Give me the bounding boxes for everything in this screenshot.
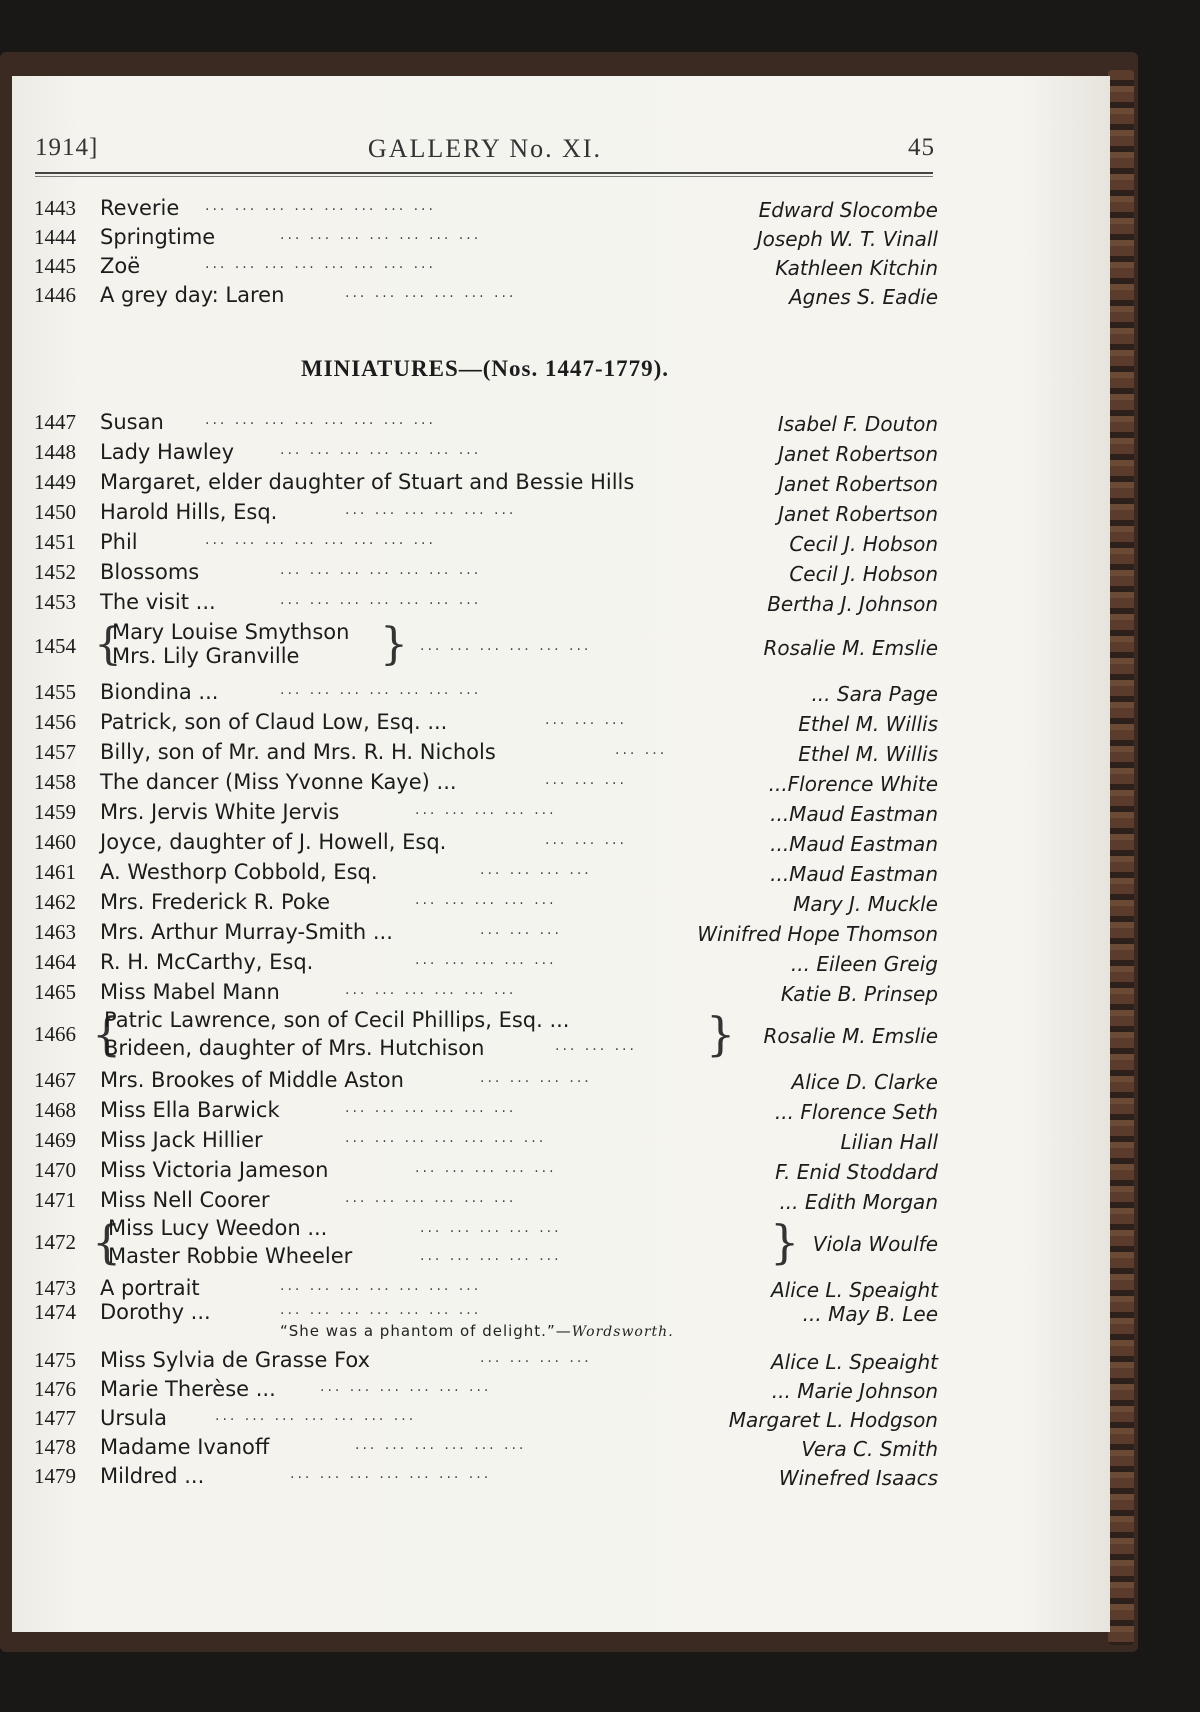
catalogue-entry <box>0 1128 1200 1158</box>
entry-artist: Rosalie M. Emslie <box>763 636 938 660</box>
entry-number: 1458 <box>34 770 76 794</box>
entry-number: 1445 <box>34 254 76 278</box>
catalogue-entry <box>0 500 1200 530</box>
entry-number: 1473 <box>34 1276 76 1300</box>
entry-title-second: Master Robbie Wheeler <box>108 1244 353 1268</box>
catalogue-entry <box>0 770 1200 800</box>
entry-artist: Janet Robertson <box>778 472 938 496</box>
entry-number: 1456 <box>34 710 76 734</box>
entry-number: 1452 <box>34 560 76 584</box>
entry-number: 1472 <box>34 1230 76 1254</box>
entry-number: 1444 <box>34 225 76 249</box>
entry-number: 1459 <box>34 800 76 824</box>
entry-number: 1448 <box>34 440 76 464</box>
entry-artist: Rosalie M. Emslie <box>763 1024 938 1048</box>
leader-dots: ... ... ... ... ... <box>415 952 557 968</box>
catalogue-entry <box>0 225 1200 255</box>
header-rule-thin <box>35 176 933 177</box>
entry-title: Mrs. Brookes of Middle Aston <box>100 1068 404 1092</box>
entry-title: R. H. McCarthy, Esq. <box>100 950 314 974</box>
entry-number: 1475 <box>34 1348 76 1372</box>
leader-dots: ... ... ... ... <box>480 1070 592 1086</box>
entry-title: Patrick, son of Claud Low, Esq. ... <box>100 710 448 734</box>
entry-artist: ...Maud Eastman <box>770 862 938 886</box>
leader-dots: ... ... ... ... ... ... ... ... <box>205 532 436 548</box>
catalogue-entry <box>0 620 1200 676</box>
entry-artist: Janet Robertson <box>778 442 938 466</box>
entry-title: Miss Victoria Jameson <box>100 1158 329 1182</box>
epigraph <box>280 1322 674 1340</box>
catalogue-entry <box>0 470 1200 500</box>
entry-number: 1454 <box>34 634 76 658</box>
catalogue-entry <box>0 410 1200 440</box>
entry-title: Mary Louise Smythson <box>112 620 350 644</box>
leader-dots: ... ... ... ... ... ... <box>320 1379 492 1395</box>
entry-title: Reverie <box>100 196 180 220</box>
entry-artist: Cecil J. Hobson <box>789 532 938 556</box>
entry-title: Lady Hawley <box>100 440 235 464</box>
entry-artist: Isabel F. Douton <box>777 412 938 436</box>
entry-title: Mrs. Jervis White Jervis <box>100 800 340 824</box>
leader-dots: ... ... ... ... ... ... ... <box>280 1302 482 1318</box>
entry-number: 1461 <box>34 860 76 884</box>
entry-title: Patric Lawrence, son of Cecil Phillips, Esq. ... <box>104 1008 570 1032</box>
entry-artist: Kathleen Kitchin <box>775 256 938 280</box>
leader-dots: ... ... ... ... ... <box>415 802 557 818</box>
catalogue-entry <box>0 1158 1200 1188</box>
leader-dots: ... ... ... ... ... ... ... <box>280 682 482 698</box>
catalogue-entry <box>0 980 1200 1010</box>
entry-number: 1447 <box>34 410 76 434</box>
entry-number: 1468 <box>34 1098 76 1122</box>
entry-title: Miss Nell Coorer <box>100 1188 270 1212</box>
entry-artist: Alice L. Speaight <box>770 1350 938 1374</box>
entry-artist: ... Marie Johnson <box>771 1379 938 1403</box>
entry-number: 1464 <box>34 950 76 974</box>
entry-title: Susan <box>100 410 164 434</box>
entry-number: 1477 <box>34 1406 76 1430</box>
entry-artist: Cecil J. Hobson <box>789 562 938 586</box>
entry-artist: Viola Woulfe <box>812 1232 938 1256</box>
entry-title: Miss Ella Barwick <box>100 1098 280 1122</box>
catalogue-entry <box>0 1098 1200 1128</box>
left-brace: { <box>94 619 122 670</box>
entry-number: 1471 <box>34 1188 76 1212</box>
header-year: 1914] <box>35 134 99 161</box>
catalogue-entry <box>0 1216 1200 1272</box>
leader-dots: ... ... ... ... ... ... <box>420 638 592 654</box>
entry-title: Mrs. Arthur Murray-Smith ... <box>100 920 393 944</box>
leader-dots: ... ... ... ... ... ... ... ... <box>205 256 436 272</box>
entry-title: A portrait <box>100 1276 200 1300</box>
entry-number: 1463 <box>34 920 76 944</box>
entry-title: The visit ... <box>100 590 216 614</box>
entry-artist: Edward Slocombe <box>758 198 938 222</box>
leader-dots: ... ... ... ... ... <box>415 1160 557 1176</box>
leader-dots: ... ... ... ... ... ... ... <box>280 442 482 458</box>
entry-title: Mildred ... <box>100 1464 205 1488</box>
catalogue-entry <box>0 283 1200 313</box>
entry-artist: Joseph W. T. Vinall <box>756 227 938 251</box>
entry-number: 1479 <box>34 1464 76 1488</box>
entry-title: Dorothy ... <box>100 1300 211 1324</box>
leader-dots: ... ... ... <box>545 832 627 848</box>
section-heading: MINIATURES—(Nos. 1447-1779). <box>300 356 670 381</box>
leader-dots: ... ... ... ... ... <box>420 1248 562 1264</box>
leader-dots: ... ... ... ... ... ... ... <box>280 227 482 243</box>
leader-dots: ... ... ... ... ... ... ... <box>280 592 482 608</box>
leader-dots: ... ... ... ... ... ... ... ... <box>205 412 436 428</box>
left-brace: { <box>92 1215 122 1269</box>
leader-dots: ... ... ... ... <box>480 1350 592 1366</box>
header-page-number: 45 <box>908 134 935 161</box>
entry-artist: Winifred Hope Thomson <box>697 922 938 946</box>
catalogue-entry <box>0 1464 1200 1494</box>
entry-artist: Alice D. Clarke <box>791 1070 938 1094</box>
leader-dots: ... ... ... ... ... ... <box>345 1190 517 1206</box>
leader-dots: ... ... <box>615 742 668 758</box>
entry-number: 1474 <box>34 1300 76 1324</box>
entry-number: 1466 <box>34 1022 76 1046</box>
entry-artist: ... Sara Page <box>811 682 938 706</box>
catalogue-entry <box>0 1348 1200 1378</box>
catalogue-entry <box>0 680 1200 710</box>
catalogue-entry <box>0 740 1200 770</box>
entry-number: 1451 <box>34 530 76 554</box>
leader-dots: ... ... ... <box>480 922 562 938</box>
entry-title: Ursula <box>100 1406 167 1430</box>
entry-number: 1446 <box>34 283 76 307</box>
catalogue-entry <box>0 830 1200 860</box>
leader-dots: ... ... ... <box>545 772 627 788</box>
left-brace: { <box>92 1007 122 1061</box>
entry-title: Madame Ivanoff <box>100 1435 270 1459</box>
entry-title: Mrs. Frederick R. Poke <box>100 890 331 914</box>
leader-dots: ... ... ... ... ... ... ... <box>215 1408 417 1424</box>
entry-title: Margaret, elder daughter of Stuart and Bessie Hills <box>100 470 635 494</box>
entry-artist: Agnes S. Eadie <box>789 285 938 309</box>
header-rule <box>35 172 933 174</box>
right-brace: } <box>706 1007 736 1061</box>
entry-title: Miss Sylvia de Grasse Fox <box>100 1348 371 1372</box>
entry-title: Harold Hills, Esq. <box>100 500 278 524</box>
entry-title-second: Brideen, daughter of Mrs. Hutchison <box>104 1036 485 1060</box>
leader-dots: ... ... ... ... ... ... <box>345 502 517 518</box>
entry-title: Billy, son of Mr. and Mrs. R. H. Nichols <box>100 740 496 764</box>
entry-number: 1465 <box>34 980 76 1004</box>
entry-number: 1460 <box>34 830 76 854</box>
entry-title: Joyce, daughter of J. Howell, Esq. <box>100 830 447 854</box>
leader-dots: ... ... ... ... ... ... <box>345 982 517 998</box>
leader-dots: ... ... ... ... ... ... <box>345 1100 517 1116</box>
epigraph-source: Wordsworth. <box>571 1324 674 1340</box>
entry-number: 1470 <box>34 1158 76 1182</box>
leader-dots: ... ... ... ... ... ... ... <box>290 1466 492 1482</box>
entry-title: Miss Jack Hillier <box>100 1128 263 1152</box>
leader-dots: ... ... ... ... ... ... ... ... <box>205 198 436 214</box>
epigraph-text: “She was a phantom of delight.”— <box>280 1322 572 1340</box>
entry-artist: ...Florence White <box>768 772 938 796</box>
catalogue-entry <box>0 530 1200 560</box>
entry-number: 1462 <box>34 890 76 914</box>
entry-artist: Ethel M. Willis <box>798 742 938 766</box>
leader-dots: ... ... ... ... ... ... <box>345 285 517 301</box>
entry-artist: F. Enid Stoddard <box>775 1160 938 1184</box>
catalogue-entry <box>0 560 1200 590</box>
entry-artist: Ethel M. Willis <box>798 712 938 736</box>
entry-artist: Alice L. Speaight <box>770 1278 938 1302</box>
entry-artist: Vera C. Smith <box>801 1437 938 1461</box>
entry-artist: Lilian Hall <box>840 1130 938 1154</box>
entry-number: 1476 <box>34 1377 76 1401</box>
leader-dots: ... ... ... ... ... ... ... <box>280 1278 482 1294</box>
entry-title: The dancer (Miss Yvonne Kaye) ... <box>100 770 457 794</box>
catalogue-entry <box>0 1435 1200 1465</box>
entry-artist: Winefred Isaacs <box>778 1466 938 1490</box>
entry-artist: Margaret L. Hodgson <box>728 1408 938 1432</box>
leader-dots: ... ... ... ... ... ... <box>355 1437 527 1453</box>
catalogue-entry <box>0 710 1200 740</box>
right-brace: } <box>770 1215 800 1269</box>
catalogue-entry <box>0 920 1200 950</box>
entry-artist: Janet Robertson <box>778 502 938 526</box>
header-title: GALLERY No. XI. <box>367 134 603 163</box>
entry-artist: Mary J. Muckle <box>793 892 938 916</box>
entry-number: 1469 <box>34 1128 76 1152</box>
entry-title: Springtime <box>100 225 216 249</box>
entry-title: A. Westhorp Cobbold, Esq. <box>100 860 378 884</box>
catalogue-entry <box>0 1406 1200 1436</box>
leader-dots: ... ... ... <box>555 1038 637 1054</box>
entry-artist: ...Maud Eastman <box>770 832 938 856</box>
entry-number: 1467 <box>34 1068 76 1092</box>
entry-title: Miss Mabel Mann <box>100 980 280 1004</box>
entry-artist: ... Edith Morgan <box>779 1190 938 1214</box>
entry-title: Phil <box>100 530 138 554</box>
leader-dots: ... ... ... ... ... ... ... <box>345 1130 547 1146</box>
entry-artist: Bertha J. Johnson <box>767 592 938 616</box>
entry-artist: ... May B. Lee <box>802 1302 938 1326</box>
entry-number: 1453 <box>34 590 76 614</box>
catalogue-entry <box>0 1008 1200 1064</box>
entry-number: 1455 <box>34 680 76 704</box>
entry-artist: Katie B. Prinsep <box>780 982 938 1006</box>
entry-title-second: Mrs. Lily Granville <box>112 644 300 668</box>
catalogue-entry <box>0 860 1200 890</box>
entry-number: 1443 <box>34 196 76 220</box>
entry-title: Miss Lucy Weedon ... <box>108 1216 328 1240</box>
catalogue-entry <box>0 1068 1200 1098</box>
catalogue-entry <box>0 590 1200 620</box>
entry-artist: ... Eileen Greig <box>790 952 938 976</box>
leader-dots: ... ... ... ... ... ... ... <box>280 562 482 578</box>
catalogue-entry <box>0 800 1200 830</box>
entry-title: A grey day: Laren <box>100 283 285 307</box>
leader-dots: ... ... ... ... ... <box>415 892 557 908</box>
catalogue-entry <box>0 254 1200 284</box>
entry-number: 1449 <box>34 470 76 494</box>
catalogue-entry <box>0 890 1200 920</box>
catalogue-entry <box>0 1188 1200 1218</box>
entry-number: 1457 <box>34 740 76 764</box>
entry-number: 1478 <box>34 1435 76 1459</box>
entry-artist: ...Maud Eastman <box>770 802 938 826</box>
leader-dots: ... ... ... ... ... <box>420 1220 562 1236</box>
entry-number: 1450 <box>34 500 76 524</box>
entry-title: Biondina ... <box>100 680 219 704</box>
catalogue-entry <box>0 950 1200 980</box>
entry-title: Blossoms <box>100 560 200 584</box>
catalogue-entry <box>0 196 1200 226</box>
catalogue-entry <box>0 440 1200 470</box>
entry-title: Zoë <box>100 254 141 278</box>
leader-dots: ... ... ... <box>545 712 627 728</box>
entry-artist: ... Florence Seth <box>774 1100 938 1124</box>
entry-title: Marie Therèse ... <box>100 1377 276 1401</box>
leader-dots: ... ... ... ... <box>480 862 592 878</box>
catalogue-entry <box>0 1377 1200 1407</box>
right-brace: } <box>380 619 408 670</box>
